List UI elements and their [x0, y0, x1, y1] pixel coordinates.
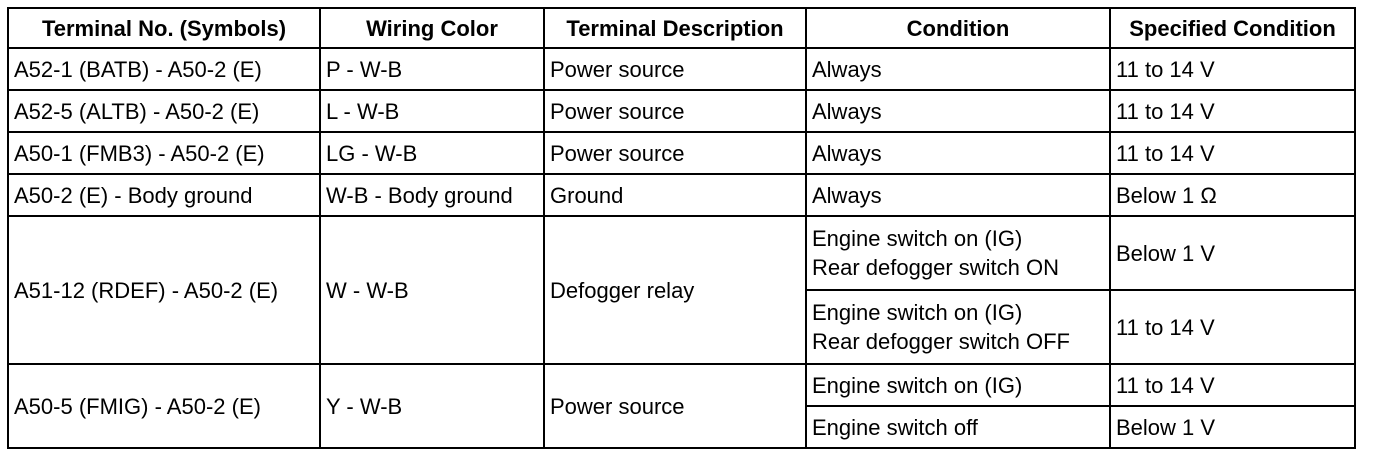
terminal-description-cell: Defogger relay — [544, 216, 806, 364]
condition-line: Rear defogger switch OFF — [812, 329, 1070, 354]
wiring-color-cell: P - W-B — [320, 48, 544, 90]
specified-condition-cell: 11 to 14 V — [1110, 48, 1355, 90]
terminal-cell: A50-1 (FMB3) - A50-2 (E) — [8, 132, 320, 174]
terminal-description-cell: Power source — [544, 90, 806, 132]
condition-cell: Always — [806, 48, 1110, 90]
condition-cell: Always — [806, 90, 1110, 132]
wiring-color-cell: LG - W-B — [320, 132, 544, 174]
terminal-cell: A52-1 (BATB) - A50-2 (E) — [8, 48, 320, 90]
wiring-color-cell: W-B - Body ground — [320, 174, 544, 216]
terminal-cell: A50-2 (E) - Body ground — [8, 174, 320, 216]
condition-cell: Always — [806, 132, 1110, 174]
table-row — [8, 48, 1355, 90]
wiring-color-cell: Y - W-B — [320, 364, 544, 448]
specified-condition-cell: Below 1 Ω — [1110, 174, 1355, 216]
wiring-color-cell: W - W-B — [320, 216, 544, 364]
table-row — [8, 132, 1355, 174]
terminal-description-cell: Power source — [544, 364, 806, 448]
condition-line: Rear defogger switch ON — [812, 255, 1059, 280]
terminal-description-cell: Power source — [544, 132, 806, 174]
specified-condition-cell: Below 1 V — [1110, 216, 1355, 290]
column-header-terminal-description: Terminal Description — [544, 8, 806, 48]
specified-condition-cell: 11 to 14 V — [1110, 90, 1355, 132]
table-header-row — [8, 8, 1355, 48]
specified-condition-cell: 11 to 14 V — [1110, 132, 1355, 174]
condition-line: Engine switch on (IG) — [812, 226, 1023, 251]
table-row — [8, 90, 1355, 132]
column-header-specified-condition: Specified Condition — [1110, 8, 1355, 48]
specified-condition-cell: 11 to 14 V — [1110, 290, 1355, 364]
condition-line: Engine switch on (IG) — [812, 300, 1023, 325]
column-header-wiring-color: Wiring Color — [320, 8, 544, 48]
condition-cell: Always — [806, 174, 1110, 216]
terminal-description-cell: Power source — [544, 48, 806, 90]
column-header-condition: Condition — [806, 8, 1110, 48]
condition-cell — [806, 290, 1110, 364]
terminal-description-cell: Ground — [544, 174, 806, 216]
table-row — [8, 216, 1355, 290]
condition-cell — [806, 216, 1110, 290]
condition-cell: Engine switch off — [806, 406, 1110, 448]
terminal-cell: A50-5 (FMIG) - A50-2 (E) — [8, 364, 320, 448]
column-header-terminal: Terminal No. (Symbols) — [8, 8, 320, 48]
specified-condition-cell: 11 to 14 V — [1110, 364, 1355, 406]
terminal-cell: A51-12 (RDEF) - A50-2 (E) — [8, 216, 320, 364]
terminal-spec-table — [7, 7, 1356, 449]
condition-cell: Engine switch on (IG) — [806, 364, 1110, 406]
terminal-cell: A52-5 (ALTB) - A50-2 (E) — [8, 90, 320, 132]
table-row — [8, 364, 1355, 406]
specified-condition-cell: Below 1 V — [1110, 406, 1355, 448]
table-row — [8, 174, 1355, 216]
wiring-color-cell: L - W-B — [320, 90, 544, 132]
